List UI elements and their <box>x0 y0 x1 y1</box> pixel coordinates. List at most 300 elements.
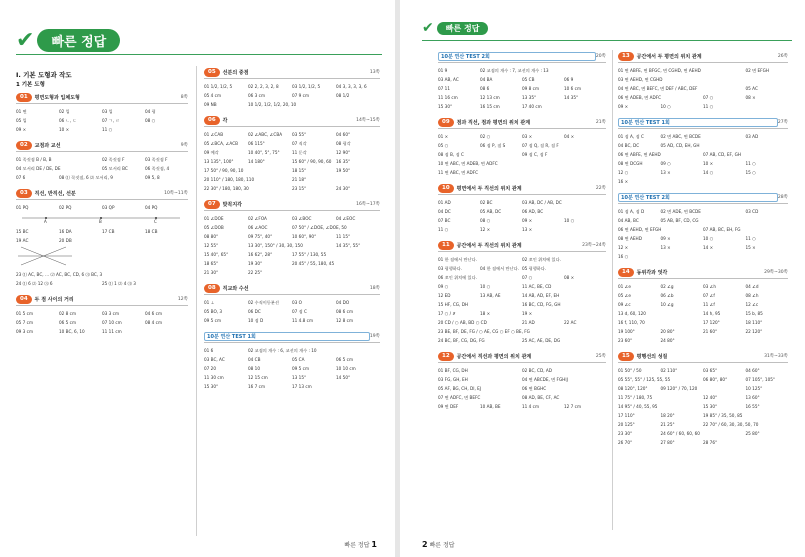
answer-row <box>618 84 788 93</box>
answer-cell: 21 60° <box>703 329 718 334</box>
answer-cell: 10 ○ <box>564 218 575 223</box>
answer-cell: 09 × <box>618 104 629 109</box>
answer-cell: 19 100° <box>618 329 635 334</box>
answer-row <box>618 420 788 429</box>
empty-cell <box>480 375 522 384</box>
empty-cell <box>661 150 704 159</box>
section-number: 10 <box>438 184 454 193</box>
section-page: 26쪽 <box>777 54 788 59</box>
empty-cell <box>703 336 746 345</box>
answer-cell: 06 면 AEHD, 면 EFGH <box>618 227 662 232</box>
answer-cell: 15 HF, CG, DH <box>438 302 469 307</box>
answer-cell: 03 ∠BOC <box>292 216 312 221</box>
answer-row <box>16 203 188 212</box>
page2-left-column <box>438 50 606 416</box>
answer-row <box>204 91 380 100</box>
answer-cell: 23 30° <box>618 431 633 436</box>
answer-cell: 09 ∠c <box>618 302 631 307</box>
brand-header <box>422 20 488 36</box>
answer-cell: 09 × <box>522 218 533 223</box>
empty-cell <box>703 66 746 75</box>
answer-cell: 09 8 cm <box>522 86 540 91</box>
empty-cell <box>522 159 564 168</box>
answer-cell: 14 50° <box>336 375 351 380</box>
answer-row <box>16 107 188 116</box>
empty-cell <box>661 252 704 261</box>
empty-cell <box>336 259 380 268</box>
section-number: 11 <box>438 241 454 250</box>
empty-cell <box>564 141 606 150</box>
answer-rows <box>16 203 188 212</box>
answer-cell: 08 1/2 <box>336 93 350 98</box>
empty-cell <box>661 66 704 75</box>
answer-cell: 01 6 <box>204 348 214 353</box>
answer-row <box>438 366 606 375</box>
answer-cell: 02 꼬인 위치에 있다. <box>522 257 561 262</box>
answer-row <box>438 84 606 93</box>
empty-cell <box>703 384 746 393</box>
empty-cell <box>564 255 606 264</box>
answer-row <box>16 270 188 279</box>
answer-row <box>438 291 606 300</box>
answer-cell: 01 PQ <box>16 205 29 210</box>
lines-figure <box>16 245 188 267</box>
answer-cell: 15 BC <box>16 229 29 234</box>
empty-cell <box>564 264 606 273</box>
answer-cell: 25 ⑴ 1 ⑵ 4 ⑶ 3 <box>102 281 136 286</box>
answer-cell: 02 BC <box>480 200 493 205</box>
answer-section <box>618 350 788 447</box>
answer-row <box>16 173 188 182</box>
answer-cell: 10 ○ <box>480 284 491 289</box>
answer-cell: 14 95° / 40, 55, 95 <box>618 404 658 409</box>
answer-cell: 04 BC, DC <box>618 143 640 148</box>
answer-cell: 23 60° <box>618 338 633 343</box>
answer-cell: 13 × <box>522 227 533 232</box>
check-icon: ✔ <box>16 28 35 53</box>
header-rule <box>16 54 382 55</box>
answer-cell: 11 AC, BE, CD <box>522 284 552 289</box>
answer-row <box>438 375 606 384</box>
answer-row <box>618 429 788 438</box>
answer-cell: 21 18° <box>292 177 307 182</box>
answer-cell: 10 점 D <box>248 318 264 323</box>
answer-cell: 03 × <box>522 134 533 139</box>
empty-cell <box>564 384 606 393</box>
answer-cell: 24 30° <box>336 186 351 191</box>
empty-cell <box>522 66 564 75</box>
answer-cell: 04 DO <box>336 300 350 305</box>
empty-cell <box>564 198 606 207</box>
answer-cell: 16 15 cm <box>480 104 500 109</box>
answer-cell: 09 ○ <box>438 284 449 289</box>
empty-cell <box>661 177 704 186</box>
answer-row <box>204 268 380 277</box>
empty-cell <box>564 327 606 336</box>
answer-row <box>618 150 788 159</box>
answer-cell: 07 AB, CD, EF, GH <box>703 152 741 157</box>
answer-row <box>618 411 788 420</box>
answer-cell: 05 AC <box>745 86 758 91</box>
answer-cell: 15 30° <box>438 104 453 109</box>
section-title: 점과 직선, 점과 평면의 위치 관계 <box>456 119 531 126</box>
answer-rows <box>438 255 606 345</box>
page-footer <box>344 540 377 549</box>
answer-cell: 05 평행하다. <box>522 266 547 271</box>
answer-cell: 26 70° <box>618 440 633 445</box>
answer-rows <box>16 309 188 336</box>
answer-cell: 07 ㄱ, ㄹ <box>102 118 120 123</box>
answer-cell: 16 DA <box>59 229 72 234</box>
section-title: 교점과 교선 <box>34 142 61 149</box>
answer-cell: 06 115° <box>248 141 265 146</box>
answer-cell: 09 점 C, 점 F <box>522 152 548 157</box>
empty-cell <box>336 346 380 355</box>
empty-cell <box>746 225 789 234</box>
answer-rows <box>618 207 788 261</box>
answer-row <box>204 316 380 325</box>
answer-row <box>438 225 606 234</box>
answer-cell: 03 BC, AC <box>204 357 225 362</box>
answer-row <box>438 327 606 336</box>
answer-row <box>204 82 380 91</box>
empty-cell <box>480 273 522 282</box>
empty-cell <box>564 150 606 159</box>
answer-cell: 03 입 <box>102 109 113 114</box>
answer-cell: 16 35° <box>336 159 351 164</box>
answer-cell: 15 × <box>745 245 756 250</box>
answer-rows <box>618 66 788 111</box>
answer-cell: 05 모서리 BC <box>102 166 128 171</box>
answer-row <box>204 259 380 268</box>
answer-cell: 07 직각 <box>292 141 307 146</box>
answer-section <box>438 182 606 234</box>
answer-cell: 02 PQ <box>59 205 72 210</box>
answer-cell: 11 ○ <box>745 161 756 166</box>
answer-cell: 04 PQ <box>145 205 158 210</box>
answer-cell: 02 ∠FOA <box>248 216 267 221</box>
answer-cell: 11 16 cm <box>438 95 458 100</box>
answer-row <box>204 139 380 148</box>
footer-label: 빠른 정답 <box>429 542 455 549</box>
answer-row <box>16 236 188 245</box>
answer-rows <box>438 66 606 111</box>
answer-row <box>16 318 188 327</box>
answer-row <box>618 393 788 402</box>
answer-cell: 06 면 ADEB, 면 ADFC <box>618 95 662 100</box>
answer-cell: 24 BC, BF, CG, DG, FG <box>438 338 485 343</box>
answer-row <box>438 402 606 411</box>
empty-cell <box>661 75 704 84</box>
answer-cell: 04 모서리 DE / DE, DE <box>16 166 61 171</box>
answer-cell: 09 × <box>16 127 27 132</box>
answer-cell: 02 교점의 개수 : 6, 교선의 개수 : 10 <box>248 348 317 353</box>
answer-row <box>16 155 188 164</box>
empty-cell <box>480 255 522 264</box>
empty-cell <box>59 279 102 288</box>
section-number: 12 <box>438 352 454 361</box>
empty-cell <box>746 141 789 150</box>
answer-cell: 03 O <box>292 300 302 305</box>
answer-cell: 16 62°, 28° <box>248 252 273 257</box>
answer-cell: 11 ∠f <box>703 302 715 307</box>
section-number: 07 <box>204 200 220 209</box>
answer-row <box>438 102 606 111</box>
answer-row <box>204 355 380 364</box>
answer-section <box>16 91 188 134</box>
answer-cell: 07 점 Q, 점 R, 점 F <box>522 143 559 148</box>
chapter-title: I. 기본 도형과 작도 <box>16 71 72 79</box>
answer-row <box>438 168 606 177</box>
empty-cell <box>564 159 606 168</box>
answer-cell: 05 ∠BCA, ∠ACB <box>204 141 239 146</box>
answer-cell: 08 면 DCGH <box>618 161 643 166</box>
page2-right-column <box>618 50 788 452</box>
answer-row <box>618 318 788 327</box>
answer-cell: 02 면 EFGH <box>745 68 769 73</box>
answer-cell: 17 40 cm <box>522 104 542 109</box>
empty-cell <box>145 270 188 279</box>
answer-cell: 03 FG, GH, EH <box>438 377 468 382</box>
empty-cell <box>102 236 145 245</box>
section-number: 03 <box>16 189 32 198</box>
section-page: 27쪽 <box>777 120 788 125</box>
section-number: 15 <box>618 352 634 361</box>
empty-cell <box>564 168 606 177</box>
answer-cell: 01 한 점에서 만난다. <box>438 257 477 262</box>
figure-point-label: B <box>99 219 102 224</box>
answer-cell: 04 60° <box>336 132 351 137</box>
empty-cell <box>746 216 789 225</box>
answer-row <box>438 150 606 159</box>
section-page: 13쪽 <box>369 70 380 75</box>
answer-row <box>16 125 188 134</box>
empty-cell <box>703 207 746 216</box>
answer-cell: 13 × <box>660 170 671 175</box>
answer-cell: 10 ∠g <box>660 302 674 307</box>
page1-right-column <box>204 66 380 396</box>
answer-cell: 13 60° <box>745 395 760 400</box>
answer-cell: 08 평각 <box>336 141 351 146</box>
answer-cell: 09 5, 8 <box>145 175 160 180</box>
answer-cell: 07 ○ <box>522 275 533 280</box>
answer-cell: 08 4 cm <box>145 320 163 325</box>
answer-cell: 16 BC, CD, FG, GH <box>522 302 561 307</box>
answer-section <box>438 50 606 111</box>
column-divider <box>196 66 197 536</box>
answer-row <box>204 166 380 175</box>
answer-cell: 02 교점의 개수 : 7, 교선의 개수 : 13 <box>480 68 549 73</box>
empty-cell <box>59 270 102 279</box>
section-title: 맞꼭지각 <box>222 201 242 208</box>
section-header <box>204 66 380 79</box>
answer-cell: 01 5 cm <box>16 311 34 316</box>
section-page: 20쪽 <box>595 54 606 59</box>
answer-cell: 09 120° / 70, 120 <box>660 386 698 391</box>
answer-cell: 09 3 cm <box>16 329 34 334</box>
answer-cell: 10 40°, 5°, 75° <box>248 150 280 155</box>
section-header <box>618 191 788 204</box>
answer-cell: 07 9 cm <box>292 93 310 98</box>
empty-cell <box>746 438 789 447</box>
section-page: 9쪽 <box>180 143 188 148</box>
section-number: 05 <box>204 68 220 77</box>
answer-rows <box>16 107 188 134</box>
answer-cell: 08 120°, 120° <box>618 386 648 391</box>
answer-rows <box>618 282 788 345</box>
empty-cell <box>564 66 606 75</box>
answer-cell: 17 50° / 90, 90, 10 <box>204 168 244 173</box>
answer-cell: 16 × <box>618 179 629 184</box>
page-number: 2 <box>422 540 428 549</box>
answer-cell: 20 45° / 55, 180, 45 <box>292 261 335 266</box>
empty-cell <box>703 252 746 261</box>
answer-cell: 14 180° <box>248 159 265 164</box>
answer-row <box>618 177 788 186</box>
empty-cell <box>746 420 789 429</box>
answer-cell: 18 CB <box>145 229 158 234</box>
section-header <box>438 182 606 195</box>
empty-cell <box>480 300 522 309</box>
section-number: 13 <box>618 52 634 61</box>
section-header <box>16 293 188 306</box>
answer-cell: 01 면 ABFE, 면 BFGC, 면 CGHD, 면 AEHD <box>618 68 701 73</box>
answer-cell: 07 20 <box>204 366 216 371</box>
answer-cell: 10 AB, BE <box>480 404 501 409</box>
empty-cell <box>59 155 102 164</box>
answer-cell: 10 60°, 90° <box>292 234 317 239</box>
answer-cell: 08 ○ <box>145 118 156 123</box>
answer-cell: 07 AB, BC, EH, FG <box>703 227 741 232</box>
answer-section <box>618 116 788 186</box>
answer-cell: 06 5 cm <box>336 357 354 362</box>
answer-rows <box>16 227 188 245</box>
answer-row <box>618 168 788 177</box>
answer-cell: 03 AB, AC <box>438 77 459 82</box>
answer-cell: 25 80° <box>745 431 760 436</box>
empty-cell <box>703 216 746 225</box>
answer-cell: 11 11 cm <box>102 329 122 334</box>
answer-section <box>16 293 188 336</box>
empty-cell <box>564 300 606 309</box>
answer-cell: 19 × <box>522 311 533 316</box>
answer-cell: 01 ∠DOE <box>204 216 224 221</box>
answer-row <box>204 184 380 193</box>
section-title: 각 <box>222 117 228 124</box>
answer-cell: 08 점 B, 점 C <box>438 152 464 157</box>
answer-cell: 20 CD / ○ AB, BD ○ CD <box>438 320 487 325</box>
segment-figure <box>16 212 188 224</box>
answer-cell: 05 ∠DOB <box>204 225 224 230</box>
answer-section <box>204 114 380 193</box>
answer-cell: 20 80° <box>660 329 675 334</box>
answer-cell: 06 ∠AOC <box>248 225 268 230</box>
section-title: 선분의 중점 <box>222 69 249 76</box>
empty-cell <box>102 270 145 279</box>
empty-cell <box>248 175 292 184</box>
answer-cell: 05 AB, DC <box>480 209 502 214</box>
answer-cell: 23 BE, BF, DE, FG / ○ AE, CG ○ EF ○ BE, FG <box>438 329 530 334</box>
answer-cell: 09 75°, 40° <box>248 234 273 239</box>
answer-cell: 11 둔각 <box>292 150 307 155</box>
answer-cell: 05 AF, BG, CH, DI, EJ <box>438 386 482 391</box>
answer-row <box>204 382 380 391</box>
section-title: 직교와 수선 <box>222 285 249 292</box>
answer-cell: 11 ○ <box>102 127 113 132</box>
empty-cell <box>102 173 145 182</box>
answer-cell: 19 50° <box>336 168 351 173</box>
answer-cell: 12 40° <box>703 395 718 400</box>
answer-cell: 01 1/2, 1/2, 5 <box>204 84 233 89</box>
section-title: 평행선의 성질 <box>636 353 668 360</box>
answer-row <box>438 93 606 102</box>
answer-cell: 05 AB, BF, CD, CG <box>660 218 699 223</box>
answer-cell: 02 110° <box>660 368 678 373</box>
answer-cell: 10 ○ <box>703 236 714 241</box>
answer-cell: 27 80° <box>660 440 675 445</box>
section-page: 14쪽~15쪽 <box>356 118 380 123</box>
answer-cell: 07 10 cm <box>102 320 122 325</box>
section-header <box>204 282 380 295</box>
answer-cell: 01 면 <box>16 109 27 114</box>
answer-cell: 04 × <box>564 134 575 139</box>
answer-cell: 04 DC <box>438 209 451 214</box>
answer-row <box>618 438 788 447</box>
section-title: 공간에서 두 평면의 위치 관계 <box>636 53 702 60</box>
section-title: 10분 연산 TEST 2회 <box>618 193 778 202</box>
answer-cell: 09 5 cm <box>292 366 310 371</box>
answer-cell: 11 ○ <box>745 236 756 241</box>
answer-section <box>438 350 606 411</box>
empty-cell <box>661 402 704 411</box>
answer-cell: 16 ○ <box>618 254 629 259</box>
answer-cell: 03 평행하다. <box>438 266 463 271</box>
empty-cell <box>564 225 606 234</box>
answer-row <box>618 225 788 234</box>
section-page: 8쪽 <box>180 95 188 100</box>
answer-cell: 08 ○ <box>480 218 491 223</box>
answer-row <box>204 100 380 109</box>
empty-cell <box>746 177 789 186</box>
answer-cell: 20 DB <box>59 238 72 243</box>
answer-cell: 13 15° <box>292 375 307 380</box>
empty-cell <box>522 327 564 336</box>
answer-cell: 04 BA <box>480 77 493 82</box>
answer-row <box>204 298 380 307</box>
section-page: 31쪽~33쪽 <box>764 354 788 359</box>
answer-cell: 01 ∠CAB <box>204 132 224 137</box>
answer-rows <box>438 366 606 411</box>
section-number: 09 <box>438 118 454 127</box>
empty-cell <box>145 327 188 336</box>
answer-cell: 02 수직이등분선 <box>248 300 279 305</box>
answer-row <box>618 141 788 150</box>
answer-cell: 08 6 <box>480 86 490 91</box>
answer-cell: 02 ∠ABC, ∠CBA <box>248 132 283 137</box>
answer-row <box>438 75 606 84</box>
answer-cell: 10 6 cm <box>564 86 582 91</box>
empty-cell <box>480 366 522 375</box>
answer-cell: 18 110° <box>745 320 763 325</box>
answer-cell: 15 40°, 65° <box>204 252 229 257</box>
answer-cell: 02 ○ <box>480 134 491 139</box>
answer-cell: 17 ○ / ✗ <box>438 311 456 316</box>
section-header <box>438 239 606 252</box>
answer-cell: 02 2, 2, 3, 2, 8 <box>248 84 279 89</box>
answer-cell: 06 DC <box>248 309 261 314</box>
answer-cell: 10 × <box>59 127 70 132</box>
answer-cell: 11 면 ABC, 면 ADFC <box>438 170 479 175</box>
